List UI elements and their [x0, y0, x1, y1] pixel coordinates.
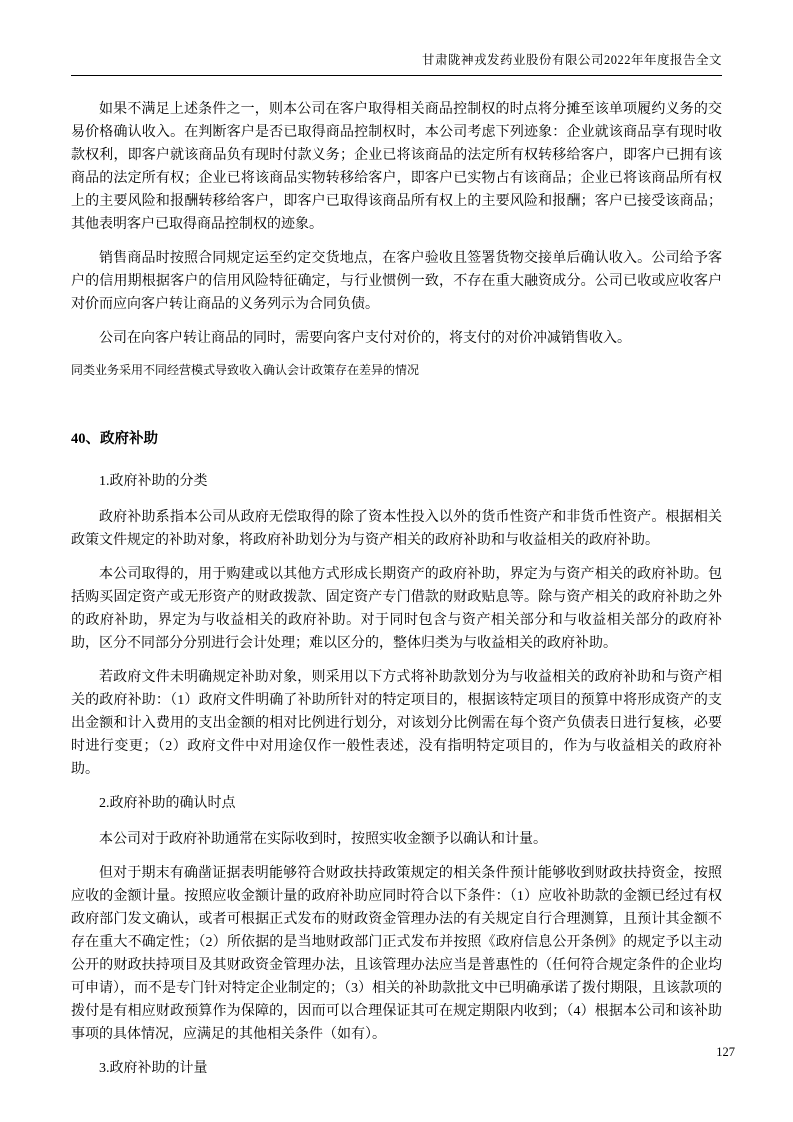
sub-heading-subsidy-recognition-time: 2.政府补助的确认时点 — [99, 796, 236, 811]
paragraph: 政府补助系指本公司从政府无偿取得的除了资本性投入以外的货币性资产和非货币性资产。根据相关政策文件规定的补助对象，将政府补助划分为与资产相关的政府补助和与收益相关的政府补助。 — [71, 510, 722, 548]
paragraph: 若政府文件未明确规定补助对象，则采用以下方式将补助款划分为与收益相关的政府补助和与资产相关的政府补助：（1）政府文件明确了补助所针对的特定项目的，根据该特定项目的预算中将形成资产的支出金额和计入费用的支出金额的相对比例进行划分，对该划分比例需在每个资产负债表日进行复核，必要时进行变更；（2）政府文件中对用途仅作一般性表述，没有指明特定项目的，作为与收益相关的政府补助。 — [71, 670, 722, 777]
paragraph: 但对于期末有确凿证据表明能够符合财政扶持政策规定的相关条件预计能够收到财政扶持资金，按照应收的金额计量。按照应收金额计量的政府补助应同时符合以下条件：（1）应收补助款的金额已经过有权政府部门发文确认，或者可根据正式发布的财政资金管理办法的有关规定自行合理测算，且预计其金额不存在重大不确定性；（2）所依据的是当地财政部门正式发布并按照《政府信息公开条例》的规定予以主动公开的财政扶持项目及其财政资金管理办法，且该管理办法应当是普惠性的（任何符合规定条件的企业均可申请），而不是专门针对特定企业制定的；（3）相关的补助款批文中已明确承诺了拨付期限，且该款项的拨付是有相应财政预算作为保障的，因而可以合理保证其可在规定期限内收到；（4）根据本公司和该补助事项的具体情况，应满足的其他相关条件（如有）。 — [71, 866, 722, 1042]
page-number: 127 — [716, 1045, 735, 1059]
policy-difference-note: 同类业务采用不同经营模式导致收入确认会计政策存在差异的情况 — [71, 363, 420, 377]
paragraph: 本公司取得的，用于购建或以其他方式形成长期资产的政府补助，界定为与资产相关的政府补助。包括购买固定资产或无形资产的财政拨款、固定资产专门借款的财政贴息等。除与资产相关的政府补助之外的政府补助，界定为与收益相关的政府补助。对于同时包含与资产相关部分和与收益相关部分的政府补助，区分不同部分分别进行会计处理；难以区分的，整体归类为与收益相关的政府补助。 — [71, 567, 722, 651]
paragraph: 如果不满足上述条件之一，则本公司在客户取得相关商品控制权的时点将分摊至该单项履约义务的交易价格确认收入。在判断客户是否已取得商品控制权时，本公司考虑下列迹象：企业就该商品享有现时收款权利，即客户就该商品负有现时付款义务；企业已将该商品的法定所有权转移给客户，即客户已拥有该商品的法定所有权；企业已将该商品实物转移给客户，即客户已实物占有该商品；企业已将该商品所有权上的主要风险和报酬转移给客户，即客户已取得该商品所有权上的主要风险和报酬；客户已接受该商品；其他表明客户已取得商品控制权的迹象。 — [71, 102, 722, 232]
sub-heading-subsidy-classification: 1.政府补助的分类 — [99, 474, 208, 489]
page-content — [71, 98, 722, 1080]
paragraph: 公司在向客户转让商品的同时，需要向客户支付对价的，将支付的对价冲减销售收入。 — [99, 331, 631, 346]
paragraph: 销售商品时按照合同规定运至约定交货地点，在客户验收且签署货物交接单后确认收入。公司给予客户的信用期根据客户的信用风险特征确定，与行业惯例一致，不存在重大融资成分。公司已收或应收客户对价而应向客户转让商品的义务列示为合同负债。 — [71, 251, 722, 312]
sub-heading-subsidy-measurement: 3.政府补助的计量 — [99, 1061, 208, 1076]
paragraph: 本公司对于政府补助通常在实际收到时，按照实收金额予以确认和计量。 — [99, 832, 547, 847]
section-heading-government-subsidy: 40、政府补助 — [71, 431, 158, 447]
report-header: 甘肃陇神戎发药业股份有限公司2022年年度报告全文 — [71, 50, 722, 76]
